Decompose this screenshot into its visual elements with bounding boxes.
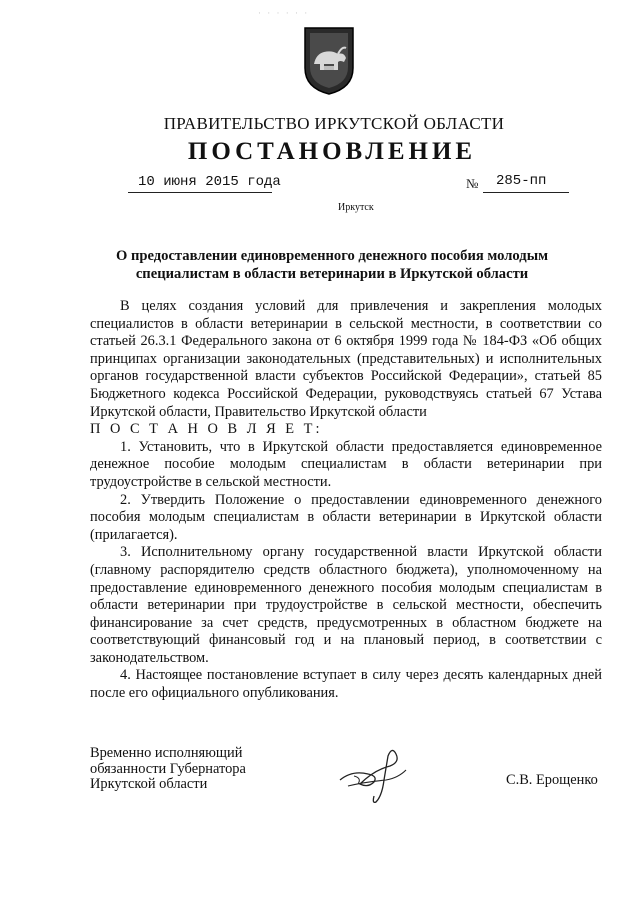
document-type-title: ПОСТАНОВЛЕНИЕ [187, 138, 477, 165]
item-4-paragraph: 4. Настоящее постановление вступает в силу через десять календарных дней после его официального опубликования. [90, 667, 602, 702]
signer-position-line-3: Иркутской области [90, 776, 208, 792]
item-2-paragraph: 2. Утвердить Положение о предоставлении единовременного денежного пособия молодым специалистам в области ветеринарии в Иркутской области (прилагается). [90, 491, 602, 543]
item-1-paragraph: 1. Установить, что в Иркутской области предоставляется единовременное денежное пособие молодым специалистам в области ветеринарии при трудоустройстве в сельской местности. [90, 438, 602, 490]
scan-artifact: · · · · · · [258, 8, 310, 18]
item-3-paragraph: 3. Исполнительному органу государственной власти Иркутской области (главному распорядителю средств областного бюджета), уполномоченному на предоставление единовременного денежного пособия молодым специалистам в области ветеринарии при трудоустройстве в сельской местности, обеспечить финансирование за счет средств, предусмотренных в областном бюджете на соответствующий финансовый год и на плановый период, в соответствии с законодательством. [90, 544, 602, 666]
signer-position [90, 746, 246, 793]
handwritten-signature [334, 740, 414, 806]
signer-position-line-2: обязанности Губернатора [90, 760, 246, 777]
number-sign: № [466, 176, 479, 191]
heading-line-2: специалистам в области ветеринарии в Иркутской области [135, 266, 529, 282]
document-body [90, 298, 602, 703]
preamble-paragraph: В целях создания условий для привлечения и закрепления молодых специалистов в области ветеринарии в сельской местности, в соответствии со статьей 26.3.1 Федерального закона от 6 октября 1999 года № 184-ФЗ «Об общих принципах организации законодательных (представительных) и исполнительных органов государственной власти субъектов Российской Федерации», статьей 85 Бюджетного кодекса Российской Федерации, руководствуясь статьей 67 Устава Иркутской области, Правительство Иркутской области [90, 298, 602, 420]
document-heading [92, 247, 572, 283]
heading-line-1: О предоставлении единовременного денежного пособия молодым [115, 248, 549, 264]
signer-name: С.В. Ерощенко [506, 772, 598, 788]
document-city: Иркутск [338, 202, 374, 213]
coat-of-arms-emblem [302, 24, 356, 96]
document-date: 10 июня 2015 года [138, 174, 281, 190]
date-underline [128, 192, 272, 193]
document-number: 285-пп [496, 173, 547, 189]
signer-position-line-1: Временно исполняющий [90, 745, 243, 761]
number-underline [483, 192, 569, 193]
government-name: ПРАВИТЕЛЬСТВО ИРКУТСКОЙ ОБЛАСТИ [163, 114, 505, 133]
resolves-line: П О С Т А Н О В Л Я Е Т: [90, 421, 323, 438]
